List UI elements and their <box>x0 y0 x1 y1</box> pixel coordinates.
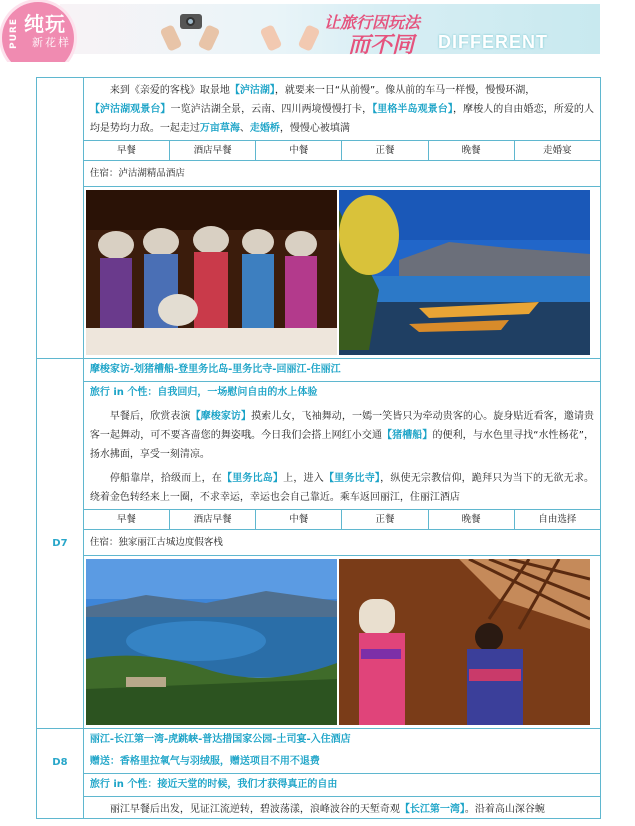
text-run: 。沿着高山深谷蜿 <box>464 804 545 815</box>
day-label: D7 <box>37 359 84 728</box>
meal-row <box>84 140 600 161</box>
meal-cell: 自由选择 <box>538 514 577 525</box>
text-run: ，纵使无宗教信仰，跪拜只为当下的无欲无求。绕着金色转经来上一圈，不求幸运，幸运也会自己靠近。乘车返回丽江，住丽江酒店 <box>89 473 595 503</box>
slogan-line-2: 而不同 <box>348 33 415 58</box>
text-run: 、 <box>239 123 250 134</box>
text-run: 的便利，与水色里寻找“水性杨花”，扬水拂面，享受一刻清凉。 <box>89 430 595 460</box>
meal-cell: 酒店早餐 <box>170 141 256 160</box>
day-content <box>84 78 600 358</box>
day7-feature: 旅行 in 个性：自我回归，一场慰问自由的水上体验 <box>84 381 600 404</box>
meal-cell: 晚餐 <box>429 141 515 160</box>
meal-cell: 酒店早餐 <box>170 510 256 529</box>
camera-hands-image <box>160 6 220 46</box>
mosuo-dancers-photo <box>86 190 337 355</box>
slogan <box>318 8 608 58</box>
day-label: D8 <box>37 729 84 818</box>
day-content <box>84 729 600 818</box>
text-run: 早餐后，欣赏表演 <box>109 411 191 422</box>
day8-route: 丽江-长江第一湾-虎跳峡-普达措国家公园-土司宴-入住酒店 <box>89 734 351 745</box>
lodging-info: 住宿：泸沽湖精品酒店 <box>84 161 600 187</box>
day8-gift: 赠送：香格里拉氧气与羽绒服，赠送项目不用不退费 <box>89 756 320 767</box>
day-row-7 <box>36 359 601 729</box>
day-row-6 <box>36 77 601 359</box>
day-label-empty <box>37 78 84 358</box>
day7-paragraph-2 <box>84 466 600 509</box>
day7-route: 摩梭家访-划猪槽船-登里务比岛-里务比寺-回丽江-住丽江 <box>89 364 341 375</box>
text-run: ，就要来一日“从前慢”。像从前的车马一样慢，慢慢环湖， <box>274 85 536 96</box>
day7-paragraph-1 <box>84 404 600 466</box>
day-row-8 <box>36 729 601 819</box>
lodging-info: 住宿：独家丽江古城边度假客栈 <box>84 530 600 556</box>
header-banner <box>0 0 635 62</box>
text-run: 来到《亲爱的客栈》取景地 <box>109 85 230 96</box>
lugu-lake-boat-photo <box>339 190 590 355</box>
text-run: 上，进入 <box>283 473 324 484</box>
meal-cell: 早餐 <box>84 510 170 529</box>
highlight-place: 【里务比寺】 <box>323 473 381 484</box>
text-run: ，摩梭人的自由婚恋，所爱的人均是势均力敌。一起走过 <box>89 104 595 134</box>
highlight-place: 【猪槽船】 <box>382 430 433 441</box>
itinerary-table <box>36 77 601 819</box>
photo-row <box>84 187 600 358</box>
logo-title: 纯玩 <box>24 12 66 36</box>
text-run: 一览泸沽湖全景，云南、四川两境慢慢打卡， <box>170 104 373 115</box>
highlight-place: 走婚桥 <box>249 123 280 134</box>
day8-paragraph-1 <box>84 796 600 818</box>
photo-row <box>84 556 600 728</box>
day8-feature: 旅行 in 个性：接近天堂的时候，我们才获得真正的自由 <box>84 773 600 796</box>
meal-cell: 走婚宴 <box>543 145 572 156</box>
highlight-place: 万亩草海 <box>199 123 240 134</box>
highlight-place: 【长江第一湾】 <box>399 804 465 815</box>
brand-logo <box>2 2 74 62</box>
highlight-place: 【泸沽湖观景台】 <box>89 104 171 115</box>
text-run: 停船靠岸，拾级而上，在 <box>109 473 222 484</box>
costume-performers-photo <box>339 559 590 725</box>
meal-cell: 早餐 <box>84 141 170 160</box>
heart-hands-image <box>260 6 320 46</box>
logo-side-text: PURE <box>9 18 19 49</box>
logo-subtitle: 新花样 <box>32 36 71 49</box>
text-run: 丽江早餐后出发，见证江流逆转，碧波荡漾，浪峰波谷的天堑奇观 <box>109 804 400 815</box>
meal-cell: 正餐 <box>342 510 428 529</box>
lugu-lake-aerial-photo <box>86 559 337 725</box>
meal-cell: 中餐 <box>256 141 342 160</box>
highlight-place: 【里务比岛】 <box>222 473 284 484</box>
text-run: 摸索儿女，飞袖舞动，一嫣一笑皆只为牵动贵客的心。旋身贴近看客，邀请贵客一起舞动，可不要吝啬您的舞姿哦。今日我们会搭上网红小交通 <box>89 411 595 441</box>
day6-description <box>84 78 600 140</box>
meal-row <box>84 509 600 530</box>
meal-cell: 正餐 <box>342 141 428 160</box>
day-content <box>84 359 600 728</box>
slogan-english: DIFFERENT <box>438 32 548 52</box>
highlight-place: 【摩梭家访】 <box>190 411 252 422</box>
highlight-place: 【泸沽湖】 <box>229 85 275 96</box>
meal-cell: 晚餐 <box>429 510 515 529</box>
meal-cell: 中餐 <box>256 510 342 529</box>
highlight-place: 【里格半岛观景台】 <box>372 104 453 115</box>
text-run: ，慢慢心被填满 <box>279 123 350 134</box>
slogan-line-1: 让旅行因玩法 <box>324 13 421 32</box>
